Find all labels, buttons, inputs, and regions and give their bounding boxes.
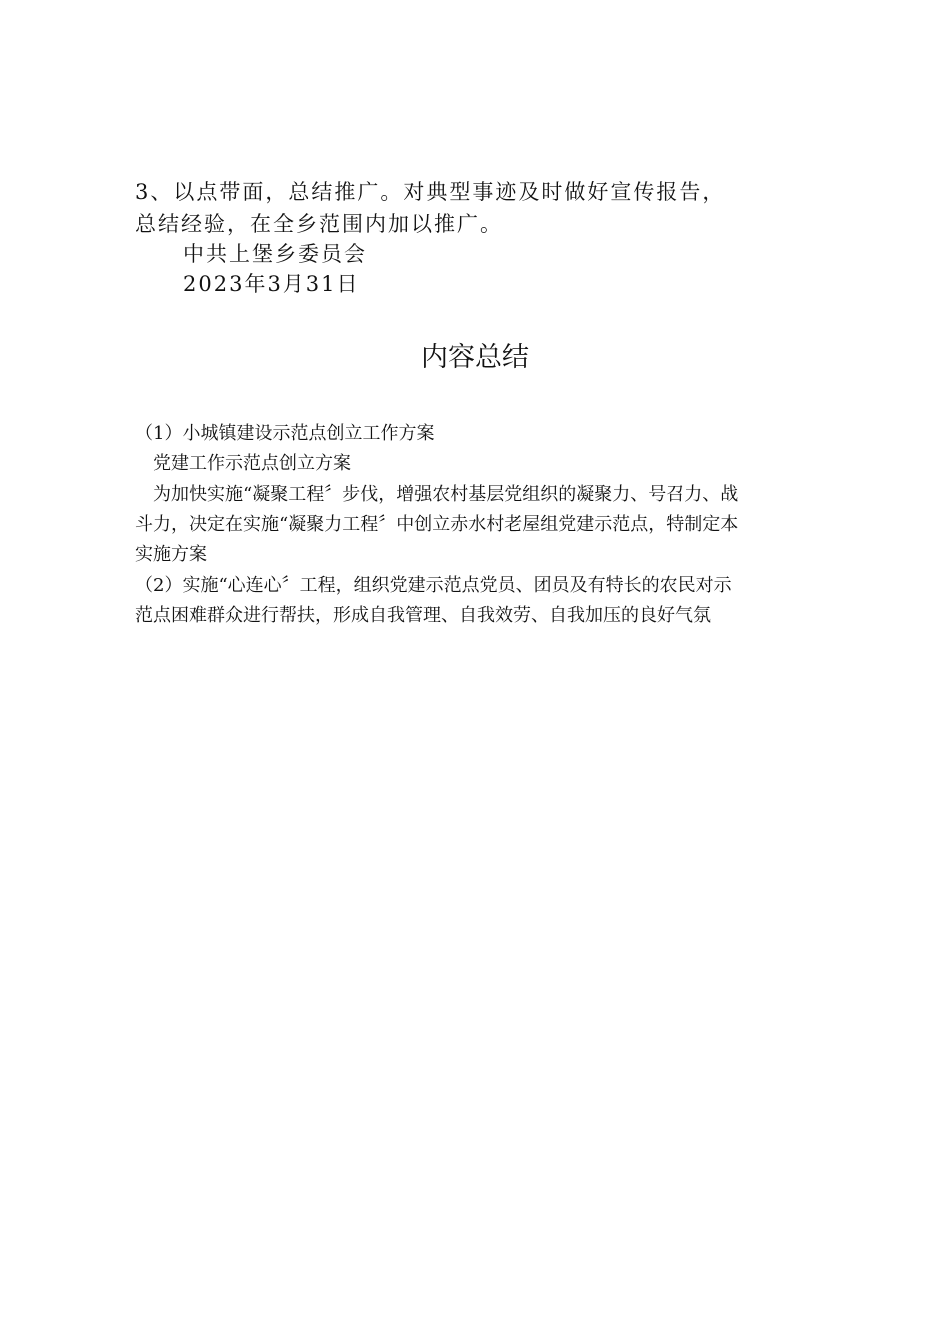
- summary-line: （1）小城镇建设示范点创立工作方案: [135, 423, 435, 444]
- summary-line: 党建工作示范点创立方案: [153, 453, 351, 474]
- summary-line: 范点困难群众进行帮扶，形成自我管理、自我效劳、自我加压的良好气氛: [135, 605, 711, 626]
- signature-org: 中共上堡乡委员会: [183, 242, 367, 266]
- summary-line: 为加快实施“凝聚工程〞步伐，增强农村基层党组织的凝聚力、号召力、战: [153, 484, 739, 505]
- signature-date: 2023年3月31日: [183, 272, 360, 296]
- summary-line: （2）实施“心连心〞工程，组织党建示范点党员、团员及有特长的农民对示: [135, 575, 732, 596]
- item3-line1: 3、以点带面，总结推广。对典型事迹及时做好宣传报告，: [135, 180, 726, 204]
- item3-line2: 总结经验，在全乡范围内加以推广。: [135, 212, 503, 236]
- summary-title: 内容总结: [421, 342, 529, 373]
- summary-line: 斗力，决定在实施“凝聚力工程〞中创立赤水村老屋组党建示范点，特制定本: [135, 514, 739, 535]
- summary-line: 实施方案: [135, 544, 207, 565]
